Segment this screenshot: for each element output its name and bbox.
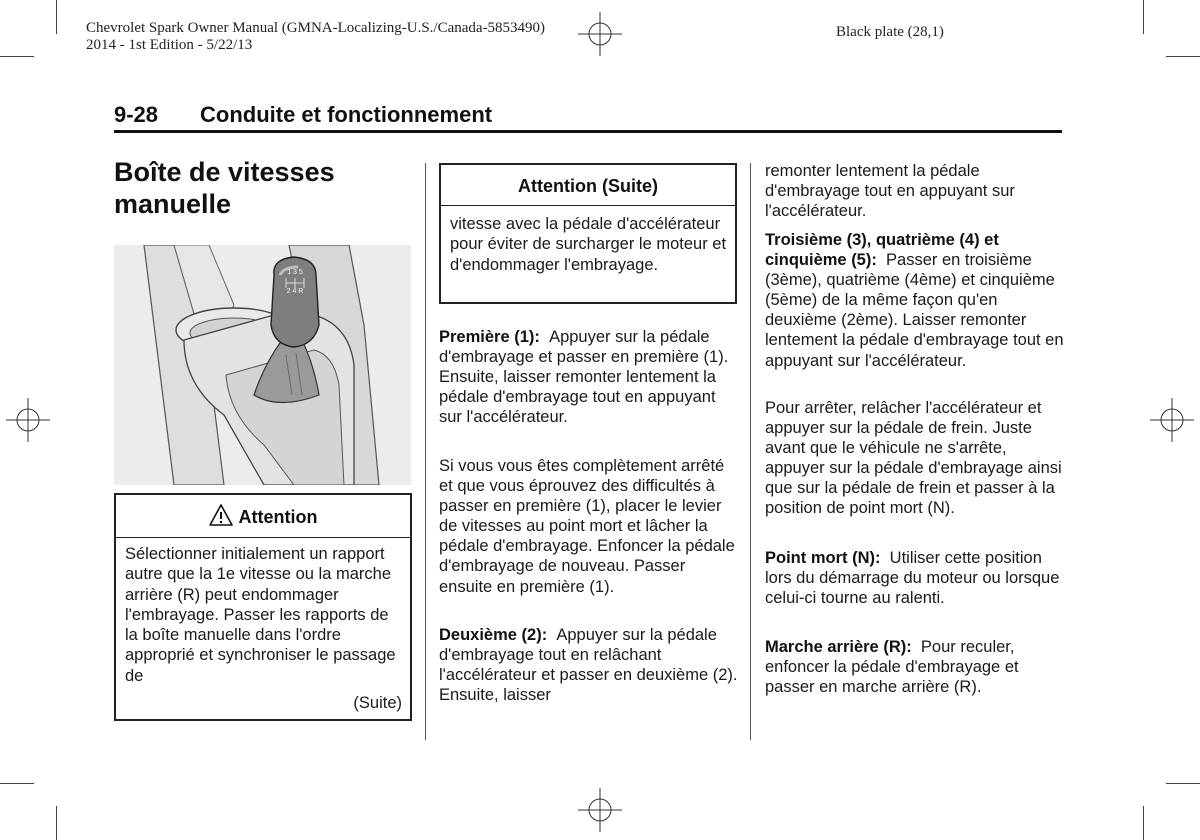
text-reverse: Pour reculer, enfoncer la pédale d'embrayage et passer en marche arrière (R).	[765, 638, 1019, 697]
paragraph-stopped: Si vous vous êtes complètement arrêté et que vous éprouvez des difficultés à passer en première (1), placer le levier de vitesses au point mort et lâcher la pédale d'embrayage. Enfoncer la pédale d'embrayage de nouveau. Passer ensuite en première (1).	[439, 457, 735, 596]
section-heading	[114, 100, 1062, 133]
paragraph-continuation: remonter lentement la pédale d'embrayage tout en appuyant sur l'accélérateur.	[765, 162, 1015, 221]
warning-triangle-icon	[209, 504, 233, 526]
registration-mark-top	[578, 12, 622, 56]
label-second-gear: Deuxième (2):	[439, 626, 548, 644]
text-neutral: Utiliser cette position lors du démarrage du moteur ou lorsque celui-ci tourne au ralenti.	[765, 549, 1060, 608]
page-title: Boîte de vitesses manuelle	[114, 157, 335, 219]
column-divider	[425, 163, 426, 740]
paragraph-neutral	[765, 548, 1065, 608]
crop-mark	[0, 783, 34, 784]
shift-pattern-bottom: 2 4 R	[286, 288, 304, 295]
warning-header	[116, 495, 410, 538]
paragraph-stopping: Pour arrêter, relâcher l'accélérateur et appuyer sur la pédale de frein. Juste avant que le véhicule ne s'arrête, appuyer sur la pédale d'embrayage ainsi que sur la pédale de frein et passer à la position de point mort (N).	[765, 399, 1062, 518]
crop-mark	[1143, 806, 1144, 840]
text-third-to-fifth: Passer en troisième (3ème), quatrième (4ème) et cinquième (5ème) de la même façon qu'en deuxième (2ème). Laisser remonter lentement la pédale d'embrayage tout en appuyant sur l'accélérateur.	[765, 251, 1064, 370]
registration-mark-bottom	[578, 788, 622, 832]
registration-mark-right	[1150, 398, 1194, 442]
warning-continued: (Suite)	[353, 694, 402, 712]
label-reverse: Marche arrière (R):	[765, 638, 912, 656]
section-number: 9-28	[114, 102, 159, 127]
crop-mark	[1166, 56, 1200, 57]
crop-mark	[1166, 783, 1200, 784]
label-third-to-fifth: Troisième (3), quatrième (4) et cinquième (5):	[765, 231, 999, 270]
paragraph-reverse	[765, 637, 1065, 697]
warning-continued-header: Attention (Suite)	[441, 165, 735, 206]
header-plate: Black plate (28,1)	[836, 24, 944, 40]
crop-mark	[56, 0, 57, 34]
warning-continued-box	[439, 163, 737, 304]
column-divider	[750, 163, 751, 740]
text-first-gear: Appuyer sur la pédale d'embrayage et passer en première (1). Ensuite, laisser remonter lentement la pédale d'embrayage tout en appuyant sur l'accélérateur.	[439, 328, 729, 427]
shift-pattern-top: 1 3 5	[287, 269, 303, 276]
warning-box	[114, 493, 412, 721]
gear-shift-illustration	[114, 245, 411, 485]
gear-shifter-drawing	[114, 245, 411, 485]
crop-mark	[0, 56, 34, 57]
header-edition: 2014 - 1st Edition - 5/22/13	[86, 37, 253, 53]
section-title: Conduite et fonctionnement	[200, 102, 493, 127]
warning-continued-text: vitesse avec la pédale d'accélérateur pour éviter de surcharger le moteur et d'endommager l'embrayage.	[450, 215, 727, 274]
crop-mark	[56, 806, 57, 840]
label-first-gear: Première (1):	[439, 328, 540, 346]
text-second-gear: Appuyer sur la pédale d'embrayage tout en relâchant l'accélérateur et passer en deuxième (2). Ensuite, laisser	[439, 626, 738, 705]
paragraph-third-to-fifth	[765, 230, 1065, 371]
registration-mark-left	[6, 398, 50, 442]
warning-heading: Attention	[238, 507, 318, 527]
label-neutral: Point mort (N):	[765, 549, 881, 567]
crop-mark	[1143, 0, 1144, 34]
warning-text: Sélectionner initialement un rapport autre que la 1e vitesse ou la marche arrière (R) peut endommager l'embrayage. Passer les rapports de la boîte manuelle dans l'ordre approprié et synchroniser le passage de	[125, 545, 396, 685]
paragraph-first-gear	[439, 327, 739, 427]
header-manual-title: Chevrolet Spark Owner Manual (GMNA-Localizing-U.S./Canada-5853490)	[86, 20, 546, 36]
paragraph-second-gear	[439, 625, 739, 705]
